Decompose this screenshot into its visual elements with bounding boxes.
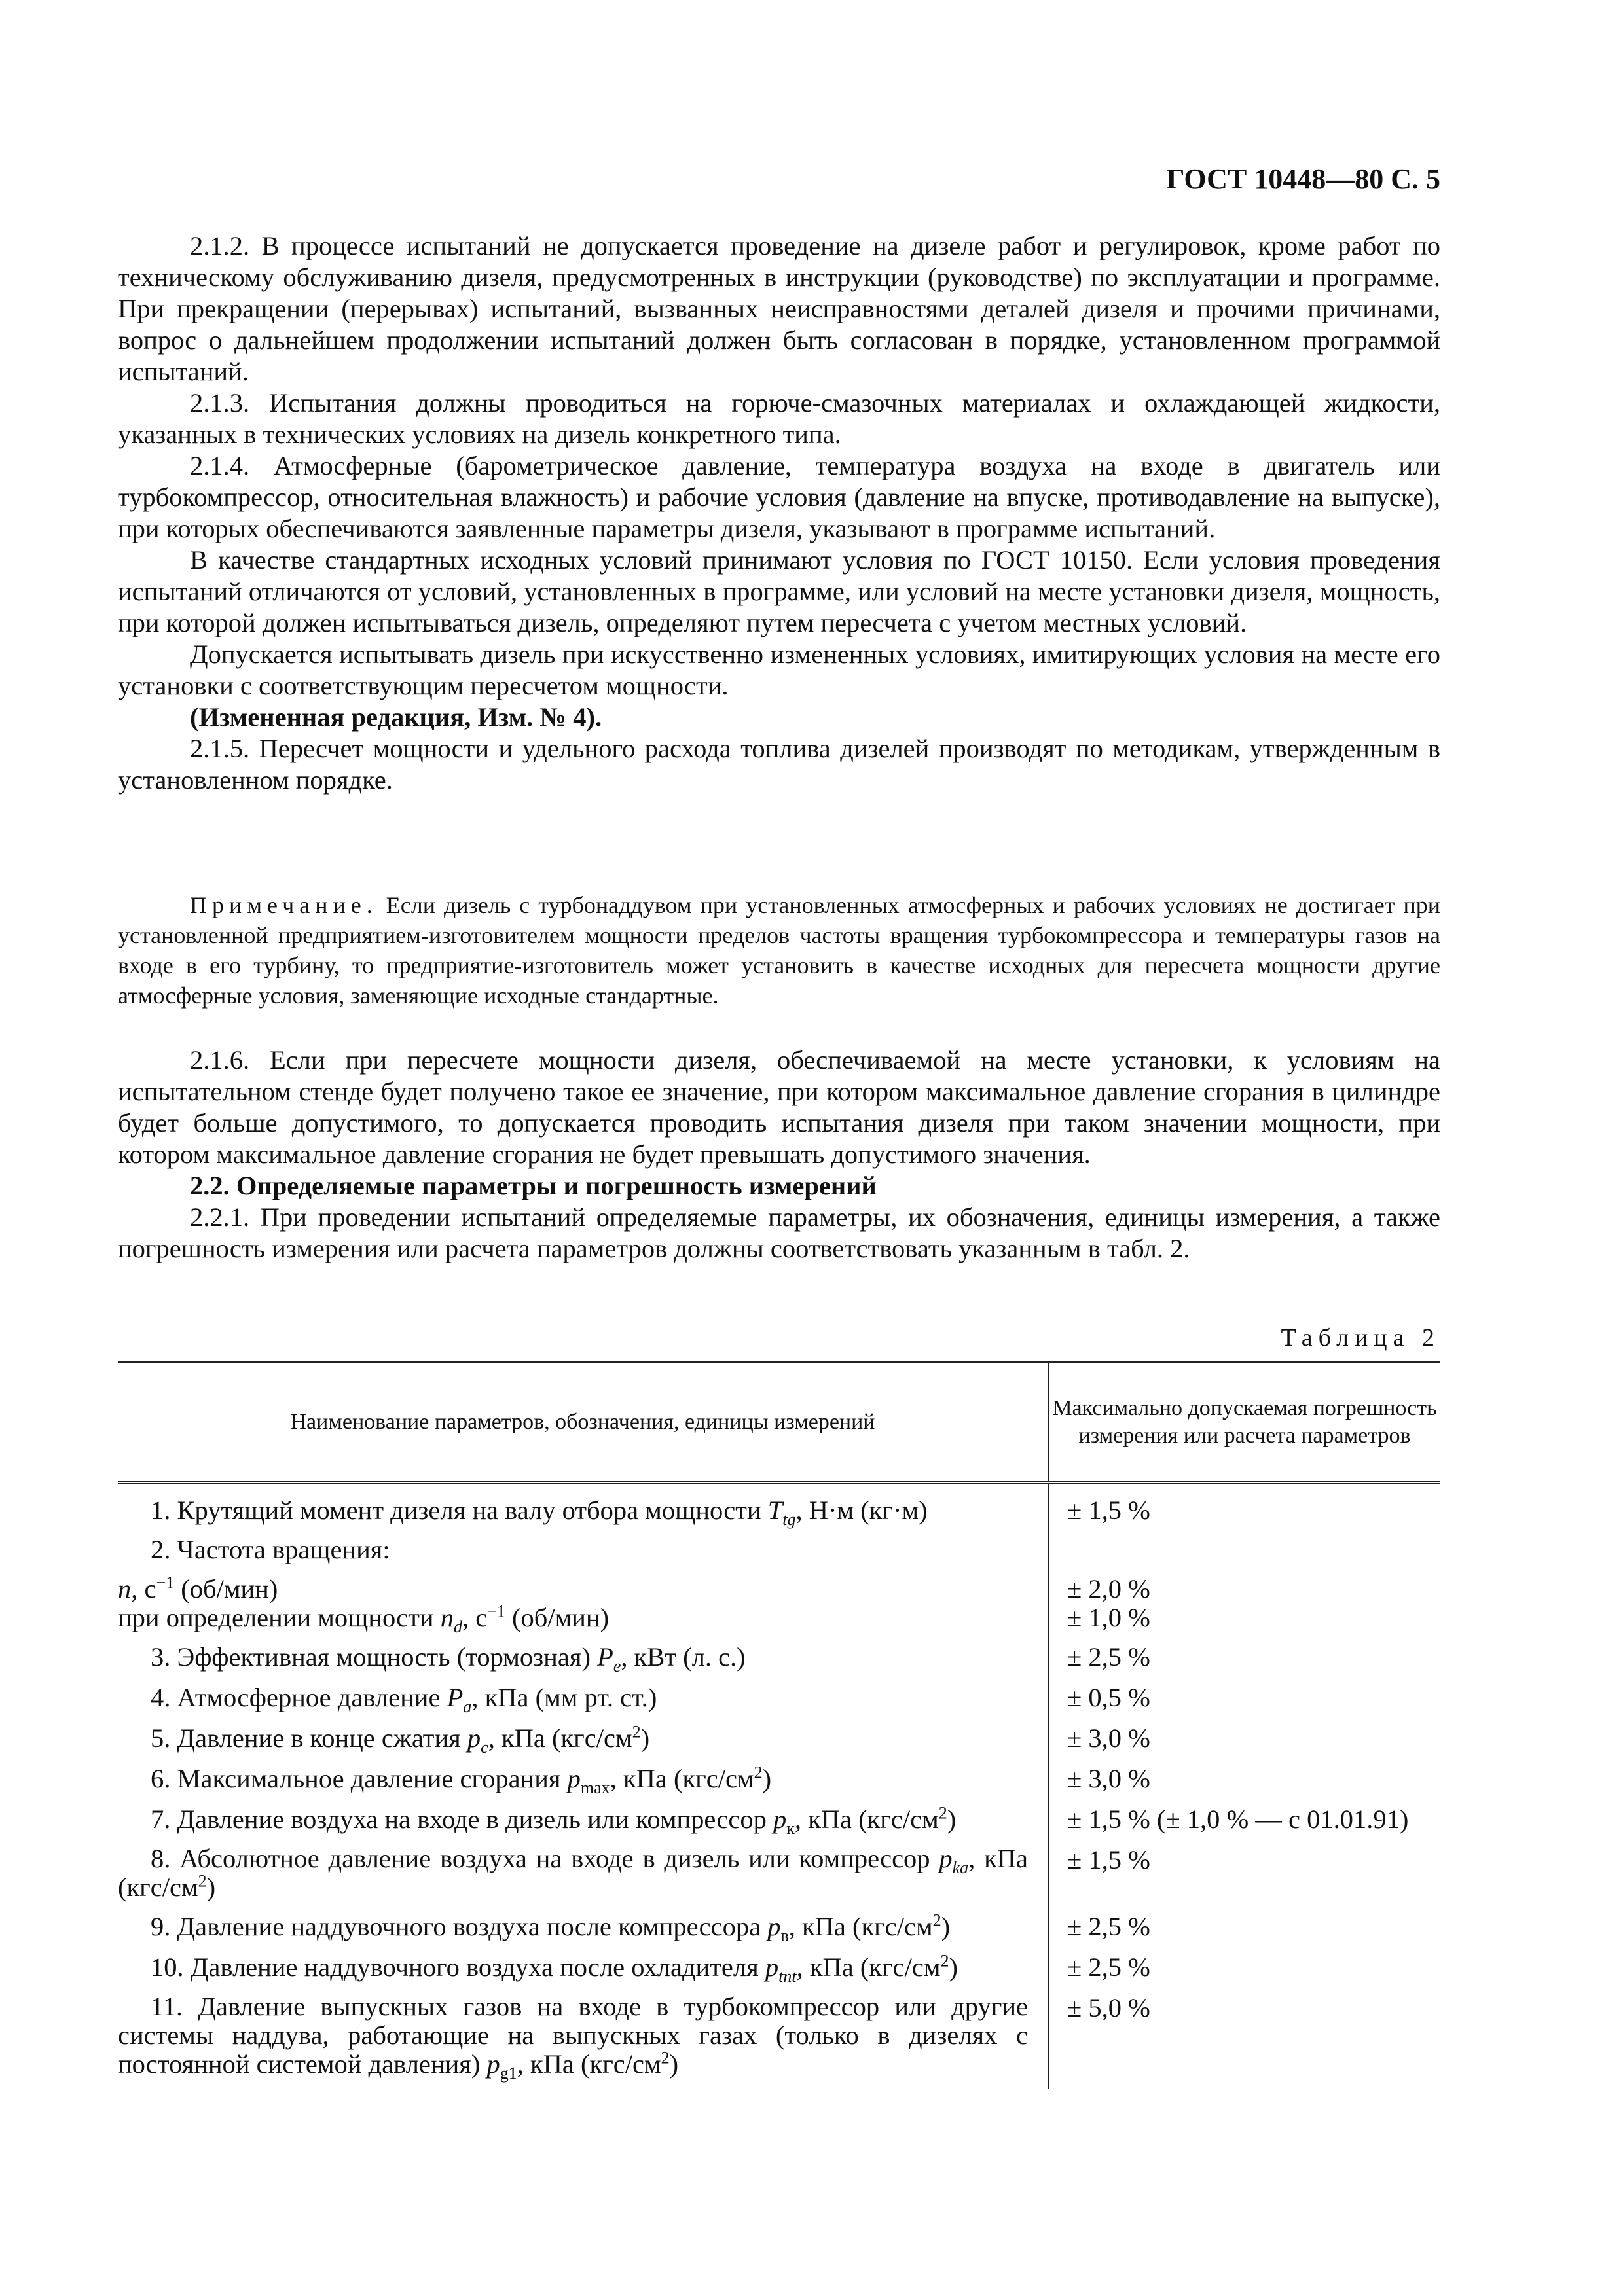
param-unit: , кПа (мм рт. ст.) — [471, 1683, 657, 1712]
param-subscript: к — [786, 1819, 795, 1839]
param-unit: , кПа (кгс/см — [794, 1804, 939, 1834]
param-cell — [118, 1573, 1048, 1637]
param-cell — [118, 1495, 1048, 1530]
error-cell — [1048, 1534, 1440, 1566]
param-unit-close: ) — [762, 1764, 772, 1793]
table-body — [118, 1484, 1440, 2089]
error-cell: ± 2,5 % — [1067, 1912, 1150, 1941]
paragraph-artificial-conditions: Допускается испытывать дизель при искусственно измененных условиях, имитирующих условия на месте его установки с соответствующим пересчетом мощности. — [118, 639, 1440, 700]
page-header: ГОСТ 10448—80 С. 5 — [1166, 163, 1440, 195]
param-unit: , Н·м (кг·м) — [795, 1496, 928, 1525]
paragraph-2-1-6: 2.1.6. Если при пересчете мощности дизеля, обеспечиваемой на месте установки, к условиям на испытательном стенде будет получено такое ее значение, при котором максимальное давление сгорания в цилиндре будет больше допустимого, то допускается проводить испытания дизеля при таком значении мощности, при котором максимальное давление сгорания не будет превышать допустимого значения. — [118, 1045, 1440, 1169]
param-unit-close: ) — [640, 1723, 650, 1753]
column-header-error: Максимально допускаемая погрешность измерения или расчета параметров — [1052, 1396, 1437, 1448]
table-row — [118, 1795, 1440, 1839]
error-cell: ± 0,5 % — [1067, 1683, 1150, 1712]
param-cell — [118, 1722, 1048, 1757]
param-symbol: p — [486, 2049, 500, 2079]
param-text: 4. Атмосферное давление — [151, 1683, 447, 1712]
main-text — [118, 230, 1440, 796]
param-cell — [118, 1641, 1048, 1676]
param-subscript: tg — [782, 1510, 796, 1530]
section-heading-2-2: 2.2. Определяемые параметры и погрешность измерений — [190, 1171, 877, 1200]
amendment-note: (Измененная редакция, Изм. № 4). — [190, 702, 602, 732]
error-cell: ± 3,0 % — [1067, 1723, 1150, 1753]
param-cell — [118, 1910, 1048, 1946]
param-text: при определении мощности — [118, 1603, 441, 1632]
table-row — [118, 1835, 1440, 1902]
table-row — [118, 1566, 1440, 1637]
error-cell: ± 2,5 % — [1067, 1952, 1150, 1982]
param-unit: (об/мин) — [505, 1603, 610, 1632]
param-text: 2. Частота вращения: — [151, 1535, 390, 1564]
param-superscript: 2 — [940, 1951, 949, 1971]
param-unit-close: ) — [669, 2049, 679, 2079]
param-cell — [118, 1803, 1048, 1839]
param-text: 8. Абсолютное давление воздуха на входе в дизель или компрессор — [151, 1844, 939, 1873]
param-text: 10. Давление наддувочного воздуха после охладителя — [151, 1952, 765, 1982]
param-cell — [118, 1763, 1048, 1798]
table-caption: Таблица 2 — [1281, 1324, 1440, 1352]
param-unit: , кПа (кгс/см — [796, 1952, 941, 1982]
param-subscript: tnt — [778, 1967, 797, 1986]
error-cell: ± 3,0 % — [1067, 1764, 1150, 1793]
param-superscript: 2 — [938, 1803, 947, 1823]
param-text: 9. Давление наддувочного воздуха после компрессора — [151, 1912, 768, 1941]
param-cell — [118, 1844, 1048, 1902]
table-row — [118, 1484, 1440, 1530]
param-unit: (об/мин) — [174, 1574, 278, 1604]
param-unit: , кПа (кгс/см — [517, 2049, 661, 2079]
section-2-text — [118, 1045, 1440, 1265]
note-label: Примечание. — [190, 892, 378, 918]
param-cell — [118, 1951, 1048, 1986]
param-symbol: P — [597, 1642, 613, 1672]
param-superscript: 2 — [754, 1763, 763, 1782]
param-cell — [118, 1992, 1048, 2083]
table-header — [118, 1361, 1440, 1484]
param-superscript: −1 — [487, 1602, 505, 1621]
param-cell — [118, 1534, 1048, 1566]
parameters-table — [118, 1361, 1440, 2089]
param-symbol: p — [939, 1844, 953, 1873]
param-subscript: ka — [952, 1858, 969, 1878]
param-superscript: 2 — [661, 2048, 670, 2068]
param-text: , с — [131, 1574, 156, 1604]
paragraph-standard-conditions: В качестве стандартных исходных условий принимают условия по ГОСТ 10150. Если условия проведения испытаний отличаются от условий, установленных в программе, или условий на месте установки дизеля, мощность, при которой должен испытываться дизель, определяют путем пересчета с учетом местных условий. — [118, 545, 1440, 637]
table-row — [118, 1713, 1440, 1757]
param-symbol: p — [767, 1912, 781, 1941]
param-text: , с — [462, 1603, 488, 1632]
paragraph-2-2-1: 2.2.1. При проведении испытаний определяемые параметры, их обозначения, единицы измерения, а также погрешность измерения или расчета параметров должны соответствовать указанным в табл. 2. — [118, 1202, 1440, 1263]
param-cell — [118, 1682, 1048, 1717]
param-symbol: p — [773, 1804, 787, 1834]
param-subscript: в — [780, 1926, 789, 1946]
error-cell — [1048, 1575, 1440, 1632]
error-cell: ± 1,5 % — [1067, 1845, 1150, 1874]
param-subscript: e — [613, 1657, 621, 1676]
param-subscript: a — [463, 1697, 472, 1717]
param-unit-close: ) — [947, 1804, 957, 1834]
param-superscript: −1 — [156, 1573, 175, 1592]
param-unit: , кПа (кгс/см — [488, 1723, 632, 1753]
table-row — [118, 1526, 1440, 1566]
paragraph-2-1-2: 2.1.2. В процессе испытаний не допускается проведение на дизеле работ и регулировок, кроме работ по техническому обслуживанию дизеля, предусмотренных в инструкции (руководстве) по эксплуатации и программе. При прекращении (перерывах) испытаний, вызванных неисправностями деталей дизеля и прочими причинами, вопрос о дальнейшем продолжении испытаний должен быть согласован в порядке, установленном программой испытаний. — [118, 231, 1440, 386]
param-symbol: p — [567, 1764, 581, 1793]
param-unit: , кВт (л. с.) — [621, 1642, 746, 1672]
error-cell: ± 1,5 % (± 1,0 % — с 01.01.91) — [1067, 1804, 1409, 1834]
param-unit-close: ) — [941, 1912, 951, 1941]
param-symbol: p — [467, 1723, 481, 1753]
param-text: 6. Максимальное давление сгорания — [151, 1764, 568, 1793]
param-symbol: n — [118, 1574, 132, 1604]
param-text: 1. Крутящий момент дизеля на валу отбора мощности — [151, 1496, 768, 1525]
table-row — [118, 1983, 1440, 2089]
param-unit-close: ) — [949, 1952, 958, 1982]
paragraph-2-1-3: 2.1.3. Испытания должны проводиться на горюче-смазочных материалах и охлаждающей жидкости, указанных в технических условиях на дизель конкретного типа. — [118, 388, 1440, 449]
error-cell: ± 2,5 % — [1067, 1642, 1150, 1672]
table-row — [118, 1902, 1440, 1946]
note-text: Если дизель с турбонаддувом при установленных атмосферных и рабочих условиях не достигает при установленной предприятием-изготовителем мощности пределов частоты вращения турбокомпрессора и температуры газов на входе в его турбину, то предприятие-изготовитель может установить в качестве исходных для пересчета мощности другие атмосферные условия, заменяющие исходные стандартные. — [118, 892, 1440, 1009]
param-unit: , кПа (кгс/см — [610, 1764, 754, 1793]
error-cell: ± 1,5 % — [1067, 1496, 1150, 1525]
param-symbol: P — [447, 1683, 464, 1712]
param-subscript: g1 — [500, 2064, 517, 2083]
param-symbol: n — [440, 1603, 454, 1632]
param-superscript: 2 — [632, 1722, 641, 1742]
column-header-parameters: Наименование параметров, обозначения, единицы измерений — [118, 1363, 1049, 1481]
error-cell: ± 5,0 % — [1067, 1993, 1150, 2022]
param-subscript: max — [580, 1778, 610, 1798]
param-symbol: p — [765, 1952, 779, 1982]
table-row — [118, 1943, 1440, 1986]
param-text: 7. Давление воздуха на входе в дизель или компрессор — [151, 1804, 773, 1834]
table-row — [118, 1632, 1440, 1676]
table-row — [118, 1673, 1440, 1717]
param-text: 3. Эффективная мощность (тормозная) — [151, 1642, 598, 1672]
param-subscript: c — [481, 1738, 488, 1757]
param-text: 5. Давление в конце сжатия — [151, 1723, 467, 1753]
param-superscript: 2 — [932, 1910, 941, 1930]
param-unit: , кПа (кгс/см — [788, 1912, 933, 1941]
error-value: ± 2,0 % — [1067, 1574, 1150, 1604]
note-block — [118, 890, 1440, 1011]
paragraph-2-1-4: 2.1.4. Атмосферные (барометрическое давление, температура воздуха на входе в двигатель или турбокомпрессор, относительная влажность) и рабочие условия (давление на впуске, противодавление на выпуске), при которых обеспечиваются заявленные параметры дизеля, указывают в программе испытаний. — [118, 451, 1440, 543]
param-symbol: T — [767, 1496, 783, 1525]
param-unit: , кПа (кгс/см — [118, 1844, 1028, 1902]
param-superscript: 2 — [198, 1871, 207, 1891]
paragraph-2-1-5: 2.1.5. Пересчет мощности и удельного расхода топлива дизелей производят по методикам, утвержденным в установленном порядке. — [118, 734, 1440, 795]
param-unit-close: ) — [206, 1873, 216, 1902]
param-text: 11. Давление выпускных газов на входе в турбокомпрессор или другие системы наддува, работающие на выпускных газах (только в дизелях с постоянной системой давления) — [118, 1992, 1028, 2079]
param-subscript: d — [453, 1617, 462, 1637]
error-value: ± 1,0 % — [1067, 1603, 1150, 1632]
table-row — [118, 1754, 1440, 1798]
